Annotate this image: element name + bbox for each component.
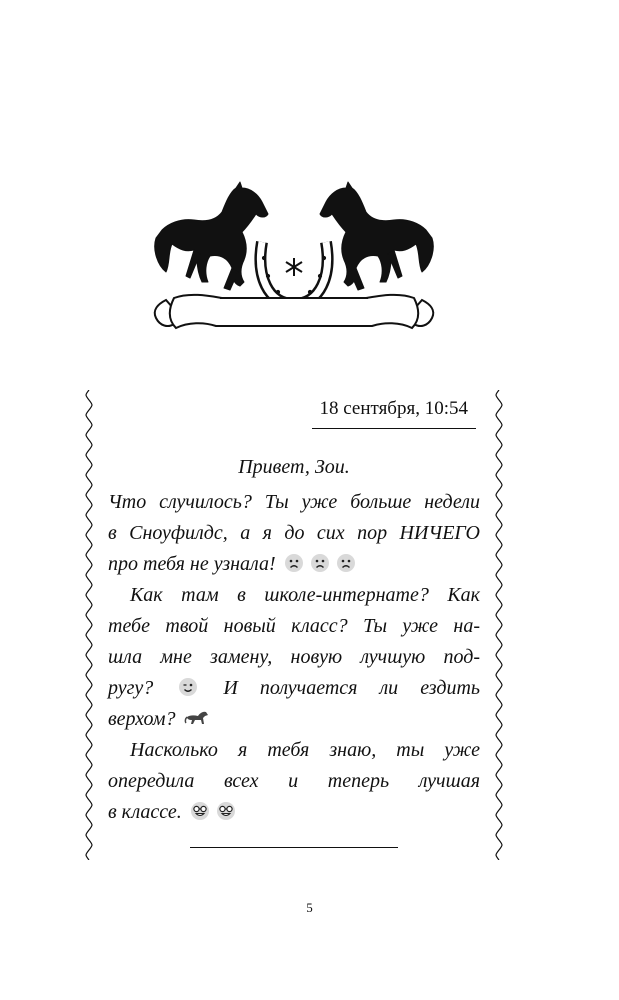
sad-face-icon <box>284 553 304 573</box>
text-fragment: в классе. <box>108 801 182 823</box>
horses-horseshoe-emblem <box>150 180 438 352</box>
paragraph-1 <box>108 487 480 580</box>
text-line: шла мне замену, новую лучшую под- <box>108 646 480 668</box>
winking-face-icon <box>178 677 198 697</box>
ribbon-banner <box>155 295 434 328</box>
page-number: 5 <box>306 900 313 915</box>
right-horse-icon <box>320 182 433 290</box>
greeting: Привет, Зои. <box>238 456 350 478</box>
text-fragment: верхом? <box>108 708 176 730</box>
text-fragment: про тебя не узнала! <box>108 553 276 575</box>
text-line: в Сноуфилдс, а я до сих пор НИЧЕГО <box>108 522 480 544</box>
paragraph-2 <box>108 580 480 735</box>
horse-icon <box>184 708 210 728</box>
text-line <box>108 549 480 580</box>
letter-body <box>108 452 480 828</box>
sad-face-icon <box>336 553 356 573</box>
left-horse-icon <box>155 182 268 290</box>
closing-rule <box>190 847 398 848</box>
text-line <box>108 673 480 704</box>
nerd-face-icon <box>216 801 236 821</box>
asterisk-icon <box>286 258 302 276</box>
wavy-right-border <box>494 390 504 860</box>
text-line <box>108 704 480 735</box>
timestamp-underline <box>312 428 476 429</box>
text-line: опередила всех и теперь лучшая <box>108 770 480 792</box>
text-line: Как там в школе-интернате? Как <box>130 584 480 606</box>
text-line: Что случилось? Ты уже больше недели <box>108 491 480 513</box>
nerd-face-icon <box>190 801 210 821</box>
sad-face-icon <box>310 553 330 573</box>
text-line: Насколько я тебя знаю, ты уже <box>130 739 480 761</box>
message-timestamp: 18 сентября, 10:54 <box>319 398 468 419</box>
paragraph-3 <box>108 735 480 828</box>
text-line <box>108 797 480 828</box>
text-line: тебе твой новый класс? Ты уже на- <box>108 615 480 637</box>
letter-card <box>84 390 504 860</box>
text-fragment: ругу? <box>108 677 154 699</box>
text-fragment: И получается ли ездить <box>223 677 481 699</box>
wavy-left-border <box>84 390 94 860</box>
